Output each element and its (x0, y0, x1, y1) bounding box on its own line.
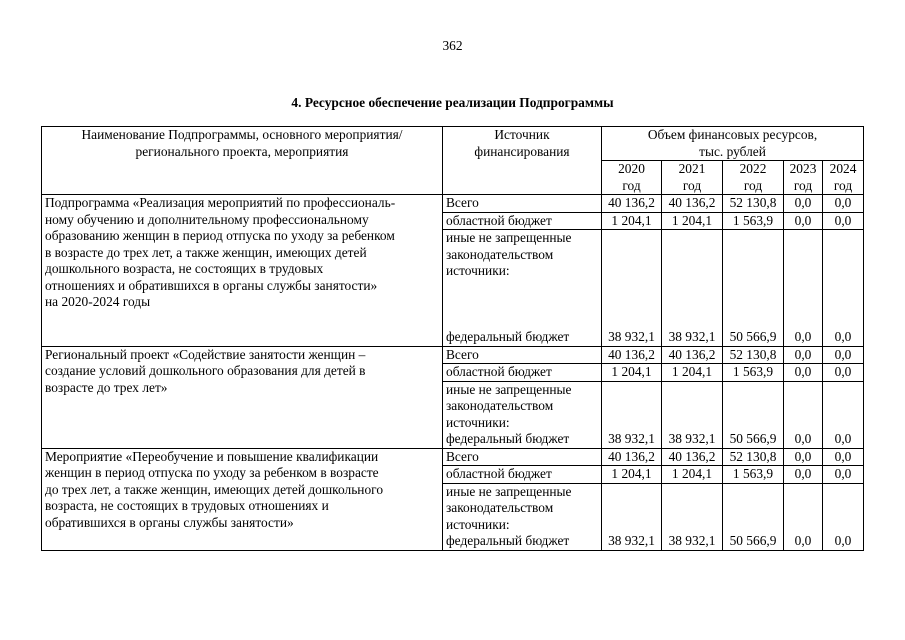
program-name-cell: Региональный проект «Содействие занятости женщин – создание условий дошкольного образования для детей в возрасте до трех лет» (42, 346, 443, 448)
resource-table (41, 126, 864, 551)
value-cell: 0,0 (784, 466, 823, 484)
header-year: 2020 год (602, 161, 662, 195)
value-cell: 1 204,1 (662, 466, 723, 484)
value-cell: 40 136,2 (602, 448, 662, 466)
source-cell: Всего (443, 195, 602, 213)
value-cell: 0,0 (784, 448, 823, 466)
value-cell: 0,0 (823, 346, 864, 364)
value-cell: 40 136,2 (662, 195, 723, 213)
value-cell: 50 566,9 (723, 381, 784, 448)
value-cell: 38 932,1 (662, 230, 723, 347)
value-cell: 0,0 (784, 381, 823, 448)
source-cell: иные не запрещенные законодательством источники: федеральный бюджет (443, 381, 602, 448)
value-cell: 0,0 (823, 381, 864, 448)
value-cell: 0,0 (784, 364, 823, 382)
value-cell: 1 563,9 (723, 364, 784, 382)
header-year: 2024 год (823, 161, 864, 195)
page-number: 362 (442, 38, 463, 53)
table-row (42, 448, 864, 466)
value-cell: 50 566,9 (723, 230, 784, 347)
source-cell: областной бюджет (443, 212, 602, 230)
value-cell: 1 204,1 (602, 466, 662, 484)
value-cell: 0,0 (823, 448, 864, 466)
value-cell: 52 130,8 (723, 448, 784, 466)
value-cell: 50 566,9 (723, 483, 784, 550)
value-cell: 40 136,2 (662, 448, 723, 466)
program-name-cell: Мероприятие «Переобучение и повышение квалификации женщин в период отпуска по уходу за ребенком в возрасте до трех лет, а также женщин, имеющих детей дошкольного возраста, не состоящих в трудовых отношениях и обратившихся в органы службы занятости» (42, 448, 443, 550)
header-year: 2022 год (723, 161, 784, 195)
value-cell: 1 204,1 (662, 212, 723, 230)
header-volume: Объем финансовых ресурсов, тыс. рублей (602, 127, 864, 161)
header-year: 2021 год (662, 161, 723, 195)
value-cell: 38 932,1 (662, 381, 723, 448)
table-row (42, 346, 864, 364)
value-cell: 0,0 (823, 364, 864, 382)
header-name: Наименование Подпрограммы, основного мероприятия/ регионального проекта, мероприятия (42, 127, 443, 195)
value-cell: 0,0 (784, 212, 823, 230)
value-cell: 38 932,1 (602, 483, 662, 550)
value-cell: 38 932,1 (602, 230, 662, 347)
table-row (42, 195, 864, 213)
value-cell: 0,0 (823, 195, 864, 213)
value-cell: 38 932,1 (602, 381, 662, 448)
value-cell: 0,0 (823, 230, 864, 347)
value-cell: 40 136,2 (602, 346, 662, 364)
value-cell: 1 204,1 (602, 212, 662, 230)
value-cell: 0,0 (823, 483, 864, 550)
value-cell: 52 130,8 (723, 346, 784, 364)
header-year: 2023 год (784, 161, 823, 195)
source-cell: областной бюджет (443, 364, 602, 382)
source-cell: областной бюджет (443, 466, 602, 484)
section-title: 4. Ресурсное обеспечение реализации Подпрограммы (291, 95, 614, 110)
value-cell: 40 136,2 (662, 346, 723, 364)
value-cell: 1 563,9 (723, 212, 784, 230)
value-cell: 0,0 (784, 346, 823, 364)
header-source: Источник финансирования (443, 127, 602, 195)
value-cell: 0,0 (784, 483, 823, 550)
source-cell: иные не запрещенные законодательством источники: федеральный бюджет (443, 230, 602, 347)
value-cell: 0,0 (823, 212, 864, 230)
value-cell: 1 563,9 (723, 466, 784, 484)
source-cell: иные не запрещенные законодательством источники: федеральный бюджет (443, 483, 602, 550)
value-cell: 1 204,1 (662, 364, 723, 382)
value-cell: 0,0 (823, 466, 864, 484)
value-cell: 40 136,2 (602, 195, 662, 213)
source-cell: Всего (443, 448, 602, 466)
value-cell: 52 130,8 (723, 195, 784, 213)
value-cell: 1 204,1 (602, 364, 662, 382)
program-name-cell: Подпрограмма «Реализация мероприятий по профессиональ- ному обучению и дополнительному профессиональному образованию женщин в период отпуска по уходу за ребенком в возрасте до трех лет, а также женщин, имеющих детей дошкольного возраста, не состоящих в трудовых отношениях и обратившихся в органы службы занятости» на 2020-2024 годы (42, 195, 443, 347)
value-cell: 0,0 (784, 195, 823, 213)
value-cell: 38 932,1 (662, 483, 723, 550)
header-row-1 (42, 127, 864, 161)
value-cell: 0,0 (784, 230, 823, 347)
source-cell: Всего (443, 346, 602, 364)
